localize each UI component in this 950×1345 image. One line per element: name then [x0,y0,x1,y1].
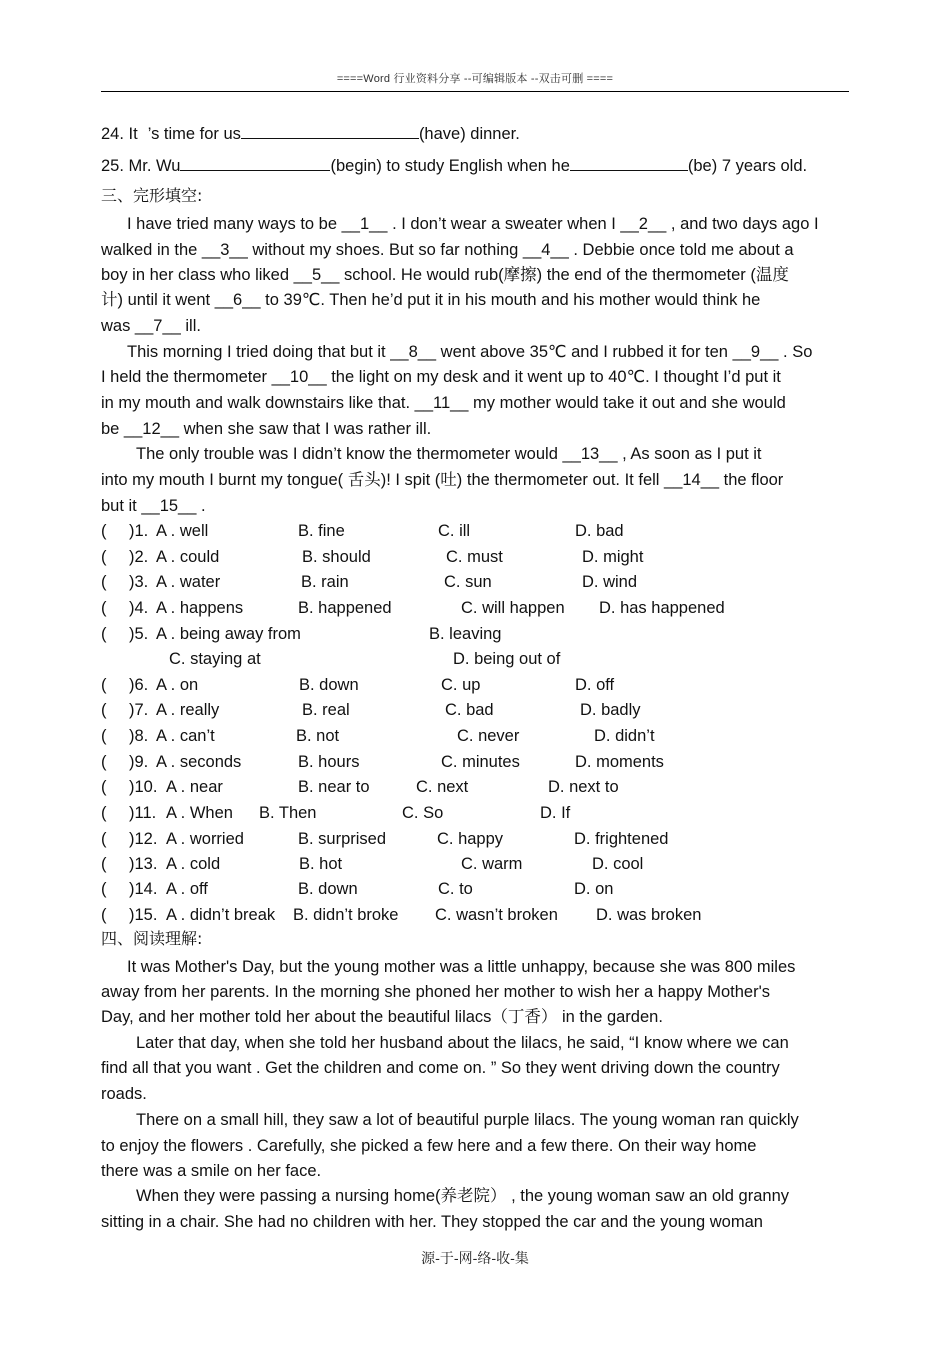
option-c[interactable]: C. to [438,880,473,898]
answer-paren[interactable]: ( [101,880,107,898]
option-b[interactable]: B. hours [298,753,360,771]
question-text: (have) dinner. [418,125,520,143]
cloze-line: 计) until it went __6__ to 39℃. Then he’d put it in his mouth and his mother would think he [101,291,761,309]
answer-paren[interactable]: ( [101,548,107,566]
header-rule [101,91,849,92]
option-c[interactable]: C. up [441,676,481,694]
option-d[interactable]: D. moments [575,753,664,771]
answer-paren[interactable]: ( [101,906,107,924]
option-a[interactable]: A . worried [166,830,244,848]
option-b[interactable]: B. surprised [298,830,387,848]
choice-number: )9. [129,753,149,771]
option-a[interactable]: A . could [156,548,220,566]
answer-paren[interactable]: ( [101,727,107,745]
question-text: ’s time for us [147,125,241,143]
page-footer: 源-于-网-络-收-集 [421,1251,529,1267]
option-c[interactable]: C. happy [437,830,504,848]
choice-number: )5. [129,625,149,643]
reading-line: roads. [101,1085,147,1103]
option-a[interactable]: A . seconds [156,753,242,771]
option-c[interactable]: C. sun [444,573,492,591]
option-b[interactable]: B. down [298,880,358,898]
choice-number: )2. [129,548,149,566]
answer-paren[interactable]: ( [101,676,107,694]
question-25 [101,156,807,176]
choice-number: )6. [129,676,149,694]
option-a[interactable]: A . off [166,880,208,898]
question-text: It [128,125,138,143]
option-b[interactable]: B. didn’t broke [293,906,399,924]
answer-paren[interactable]: ( [101,625,107,643]
cloze-line: in my mouth and walk downstairs like that. __11__ my mother would take it out and she would [101,394,786,412]
answer-paren[interactable]: ( [101,573,107,591]
choice-number: )10. [129,778,158,796]
answer-blank[interactable] [241,138,419,139]
choice-number: )8. [129,727,149,745]
option-d[interactable]: D. on [574,880,614,898]
option-c[interactable]: C. warm [461,855,523,873]
option-c[interactable]: C. will happen [461,599,565,617]
choice-number: )7. [129,701,149,719]
option-a[interactable]: A . water [156,573,221,591]
option-d[interactable]: D. has happened [599,599,725,617]
option-a[interactable]: A . When [166,804,233,822]
option-b[interactable]: B. leaving [429,625,502,643]
option-b[interactable]: B. real [302,701,350,719]
option-d[interactable]: D. didn’t [594,727,655,745]
option-c[interactable]: C. staying at [169,650,261,668]
option-d[interactable]: D. badly [580,701,641,719]
cloze-line: I held the thermometer __10__ the light on my desk and it went up to 40℃. I thought I’d put it [101,368,781,386]
cloze-line: be __12__ when she saw that I was rather ill. [101,420,432,438]
option-b[interactable]: B. should [302,548,371,566]
answer-paren[interactable]: ( [101,701,107,719]
reading-line: When they were passing a nursing home(养老院） , the young woman saw an old granny [136,1187,789,1205]
option-d[interactable]: D. frightened [574,830,669,848]
choice-number: )15. [129,906,158,924]
option-d[interactable]: D. wind [582,573,638,591]
cloze-line: boy in her class who liked __5__ school. He would rub(摩擦) the end of the thermometer (温度 [101,266,789,284]
option-b[interactable]: B. Then [259,804,317,822]
section-title-cloze: 三、完形填空: [101,186,203,205]
option-b[interactable]: B. hot [299,855,343,873]
cloze-line: but it __15__ . [101,497,206,515]
option-a[interactable]: A . well [156,522,209,540]
option-d[interactable]: D. cool [592,855,644,873]
option-b[interactable]: B. happened [298,599,392,617]
option-b[interactable]: B. near to [298,778,370,796]
reading-line: There on a small hill, they saw a lot of beautiful purple lilacs. The young woman ran quickly [136,1111,799,1129]
option-c[interactable]: C. next [416,778,469,796]
option-a[interactable]: A . on [156,676,199,694]
answer-paren[interactable]: ( [101,599,107,617]
reading-line: to enjoy the flowers . Carefully, she picked a few here and a few there. On their way home [101,1137,757,1155]
reading-line: Later that day, when she told her husband about the lilacs, he said, “I know where we can [136,1034,789,1052]
question-24 [101,124,520,144]
option-a[interactable]: A . near [166,778,223,796]
option-a[interactable]: A . cold [166,855,221,873]
answer-paren[interactable]: ( [101,855,107,873]
section-title-reading: 四、阅读理解: [101,929,203,948]
option-c[interactable]: C. wasn’t broken [435,906,558,924]
choice-number: )13. [129,855,158,873]
option-b[interactable]: B. not [296,727,340,745]
question-text: (begin) to study English when he [330,157,570,175]
option-a[interactable]: A . really [156,701,220,719]
answer-paren[interactable]: ( [101,778,107,796]
reading-line: sitting in a chair. She had no children with her. They stopped the car and the young woman [101,1213,763,1231]
reading-line: It was Mother's Day, but the young mother was a little unhappy, because she was 800 miles [127,958,796,976]
choice-number: )14. [129,880,158,898]
question-text: Mr. Wu [128,157,181,175]
option-c[interactable]: C. ill [438,522,471,540]
option-b[interactable]: B. rain [301,573,349,591]
choice-number: )3. [129,573,149,591]
option-d[interactable]: D. was broken [596,906,702,924]
option-d[interactable]: D. bad [575,522,624,540]
option-b[interactable]: B. fine [298,522,345,540]
option-b[interactable]: B. down [299,676,359,694]
cloze-line: was __7__ ill. [101,317,201,335]
option-c[interactable]: C. So [402,804,444,822]
answer-paren[interactable]: ( [101,522,107,540]
choice-number: )12. [129,830,158,848]
option-d[interactable]: D. off [575,676,615,694]
choice-number: )11. [129,804,157,822]
option-d[interactable]: D. If [540,804,571,822]
answer-blank[interactable] [180,170,330,171]
reading-line: there was a smile on her face. [101,1162,322,1180]
option-c[interactable]: C. must [446,548,503,566]
cloze-line: This morning I tried doing that but it __8__ went above 35℃ and I rubbed it for ten __9__ . So [127,343,813,361]
question-number: 25. [101,157,124,175]
option-d[interactable]: D. being out of [453,650,561,668]
answer-paren[interactable]: ( [101,804,107,822]
option-c[interactable]: C. bad [445,701,494,719]
choice-number: )4. [129,599,149,617]
answer-paren[interactable]: ( [101,753,107,771]
answer-paren[interactable]: ( [101,830,107,848]
question-number: 24. [101,125,124,143]
cloze-line: The only trouble was I didn’t know the thermometer would __13__ , As soon as I put it [136,445,762,463]
question-text: (be) 7 years old. [687,157,808,175]
reading-line: away from her parents. In the morning she phoned her mother to wish her a happy Mother's [101,983,771,1001]
option-c[interactable]: C. never [457,727,520,745]
option-d[interactable]: D. might [582,548,644,566]
option-a[interactable]: A . didn’t break [166,906,276,924]
option-a[interactable]: A . being away from [156,625,301,643]
answer-blank[interactable] [570,170,688,171]
option-a[interactable]: A . happens [156,599,244,617]
option-d[interactable]: D. next to [548,778,619,796]
reading-line: Day, and her mother told her about the beautiful lilacs（丁香） in the garden. [101,1008,663,1026]
option-c[interactable]: C. minutes [441,753,520,771]
choice-number: )1. [129,522,149,540]
reading-line: find all that you want . Get the children and come on. ” So they went driving down the country [101,1059,780,1077]
option-a[interactable]: A . can’t [156,727,215,745]
cloze-line: I have tried many ways to be __1__ . I don’t wear a sweater when I __2__ , and two days ago I [127,215,819,233]
cloze-line: into my mouth I burnt my tongue( 舌头)! I spit (吐) the thermometer out. It fell __14__ the floor [101,471,784,489]
page-header-watermark: ====Word 行业资料分享 --可编辑版本 --双击可删 ==== [336,73,614,85]
cloze-line: walked in the __3__ without my shoes. But so far nothing __4__ . Debbie once told me about a [101,241,794,259]
